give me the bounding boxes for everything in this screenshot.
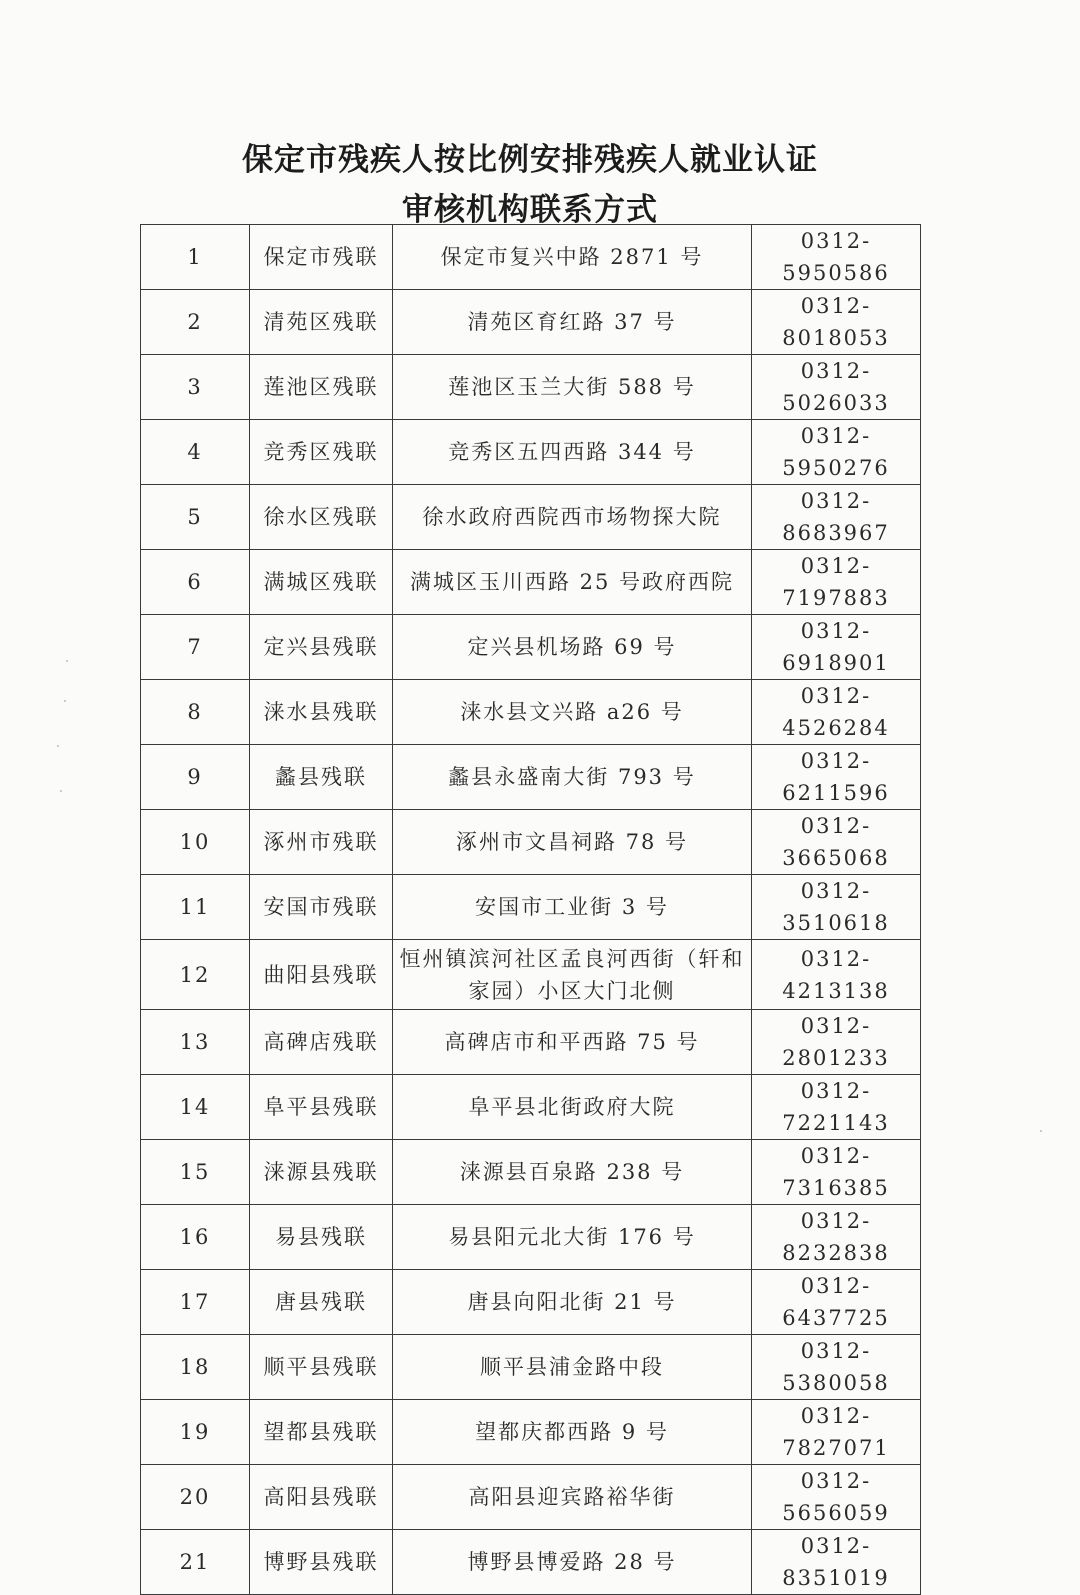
row-number-cell: 2	[141, 290, 250, 355]
organization-cell: 清苑区残联	[250, 290, 393, 355]
organization-cell: 蠡县残联	[250, 745, 393, 810]
table-row	[141, 940, 921, 1010]
table-row	[141, 355, 921, 420]
address-cell: 高碑店市和平西路 75 号	[393, 1010, 752, 1075]
row-number-cell: 13	[141, 1010, 250, 1075]
organization-cell: 满城区残联	[250, 550, 393, 615]
contact-table	[140, 224, 921, 1595]
address-cell: 清苑区育红路 37 号	[393, 290, 752, 355]
table-row	[141, 745, 921, 810]
phone-cell: 0312-8232838	[752, 1205, 921, 1270]
organization-cell: 阜平县残联	[250, 1075, 393, 1140]
organization-cell: 高碑店残联	[250, 1010, 393, 1075]
table-row	[141, 1335, 921, 1400]
table-row	[141, 1530, 921, 1595]
organization-cell: 望都县残联	[250, 1400, 393, 1465]
phone-cell: 0312-8018053	[752, 290, 921, 355]
phone-cell: 0312-6437725	[752, 1270, 921, 1335]
phone-cell: 0312-5026033	[752, 355, 921, 420]
scan-speck	[57, 745, 59, 747]
row-number-cell: 11	[141, 875, 250, 940]
row-number-cell: 12	[141, 940, 250, 1010]
organization-cell: 保定市残联	[250, 225, 393, 290]
phone-cell: 0312-6211596	[752, 745, 921, 810]
table-row	[141, 1400, 921, 1465]
row-number-cell: 15	[141, 1140, 250, 1205]
organization-cell: 涞源县残联	[250, 1140, 393, 1205]
table-row	[141, 875, 921, 940]
table-row	[141, 485, 921, 550]
table-row	[141, 1270, 921, 1335]
phone-cell: 0312-7827071	[752, 1400, 921, 1465]
row-number-cell: 5	[141, 485, 250, 550]
phone-cell: 0312-7316385	[752, 1140, 921, 1205]
address-cell: 涿州市文昌祠路 78 号	[393, 810, 752, 875]
row-number-cell: 6	[141, 550, 250, 615]
address-cell: 竞秀区五四西路 344 号	[393, 420, 752, 485]
table-row	[141, 1140, 921, 1205]
scan-speck	[64, 700, 66, 702]
phone-cell: 0312-3510618	[752, 875, 921, 940]
table-row	[141, 1205, 921, 1270]
table-row	[141, 1010, 921, 1075]
row-number-cell: 17	[141, 1270, 250, 1335]
phone-cell: 0312-5950586	[752, 225, 921, 290]
organization-cell: 顺平县残联	[250, 1335, 393, 1400]
scan-speck	[60, 790, 62, 792]
address-cell: 满城区玉川西路 25 号政府西院	[393, 550, 752, 615]
address-cell: 涞源县百泉路 238 号	[393, 1140, 752, 1205]
row-number-cell: 4	[141, 420, 250, 485]
table-row	[141, 225, 921, 290]
table-row	[141, 615, 921, 680]
phone-cell: 0312-5380058	[752, 1335, 921, 1400]
address-cell: 莲池区玉兰大街 588 号	[393, 355, 752, 420]
address-cell: 阜平县北街政府大院	[393, 1075, 752, 1140]
phone-cell: 0312-8351019	[752, 1530, 921, 1595]
organization-cell: 曲阳县残联	[250, 940, 393, 1010]
organization-cell: 定兴县残联	[250, 615, 393, 680]
table-row	[141, 1075, 921, 1140]
row-number-cell: 20	[141, 1465, 250, 1530]
row-number-cell: 1	[141, 225, 250, 290]
address-cell: 高阳县迎宾路裕华街	[393, 1465, 752, 1530]
organization-cell: 徐水区残联	[250, 485, 393, 550]
phone-cell: 0312-6918901	[752, 615, 921, 680]
row-number-cell: 21	[141, 1530, 250, 1595]
scan-speck	[66, 660, 68, 662]
address-cell: 博野县博爱路 28 号	[393, 1530, 752, 1595]
table-row	[141, 550, 921, 615]
table-row	[141, 420, 921, 485]
phone-cell: 0312-4213138	[752, 940, 921, 1010]
table-row	[141, 1465, 921, 1530]
organization-cell: 安国市残联	[250, 875, 393, 940]
row-number-cell: 8	[141, 680, 250, 745]
address-cell: 涞水县文兴路 a26 号	[393, 680, 752, 745]
address-cell: 安国市工业街 3 号	[393, 875, 752, 940]
organization-cell: 唐县残联	[250, 1270, 393, 1335]
table-row	[141, 810, 921, 875]
row-number-cell: 9	[141, 745, 250, 810]
table-row	[141, 680, 921, 745]
phone-cell: 0312-5656059	[752, 1465, 921, 1530]
address-cell: 徐水政府西院西市场物探大院	[393, 485, 752, 550]
organization-cell: 莲池区残联	[250, 355, 393, 420]
row-number-cell: 10	[141, 810, 250, 875]
row-number-cell: 3	[141, 355, 250, 420]
organization-cell: 易县残联	[250, 1205, 393, 1270]
phone-cell: 0312-7197883	[752, 550, 921, 615]
address-cell: 唐县向阳北街 21 号	[393, 1270, 752, 1335]
address-cell: 顺平县浦金路中段	[393, 1335, 752, 1400]
address-cell: 望都庆都西路 9 号	[393, 1400, 752, 1465]
address-cell: 蠡县永盛南大街 793 号	[393, 745, 752, 810]
organization-cell: 竞秀区残联	[250, 420, 393, 485]
organization-cell: 高阳县残联	[250, 1465, 393, 1530]
address-cell: 定兴县机场路 69 号	[393, 615, 752, 680]
phone-cell: 0312-5950276	[752, 420, 921, 485]
contact-table-body	[141, 225, 921, 1595]
row-number-cell: 18	[141, 1335, 250, 1400]
table-row	[141, 290, 921, 355]
address-cell: 保定市复兴中路 2871 号	[393, 225, 752, 290]
phone-cell: 0312-3665068	[752, 810, 921, 875]
address-cell: 易县阳元北大街 176 号	[393, 1205, 752, 1270]
phone-cell: 0312-7221143	[752, 1075, 921, 1140]
address-cell: 恒州镇滨河社区孟良河西街（轩和家园）小区大门北侧	[393, 940, 752, 1010]
document-title-line-2: 审核机构联系方式	[402, 192, 658, 228]
organization-cell: 涞水县残联	[250, 680, 393, 745]
phone-cell: 0312-2801233	[752, 1010, 921, 1075]
organization-cell: 博野县残联	[250, 1530, 393, 1595]
document-title-line-1: 保定市残疾人按比例安排残疾人就业认证	[242, 142, 818, 178]
phone-cell: 0312-8683967	[752, 485, 921, 550]
organization-cell: 涿州市残联	[250, 810, 393, 875]
scan-speck	[1040, 1130, 1042, 1132]
row-number-cell: 16	[141, 1205, 250, 1270]
row-number-cell: 7	[141, 615, 250, 680]
row-number-cell: 14	[141, 1075, 250, 1140]
phone-cell: 0312-4526284	[752, 680, 921, 745]
row-number-cell: 19	[141, 1400, 250, 1465]
